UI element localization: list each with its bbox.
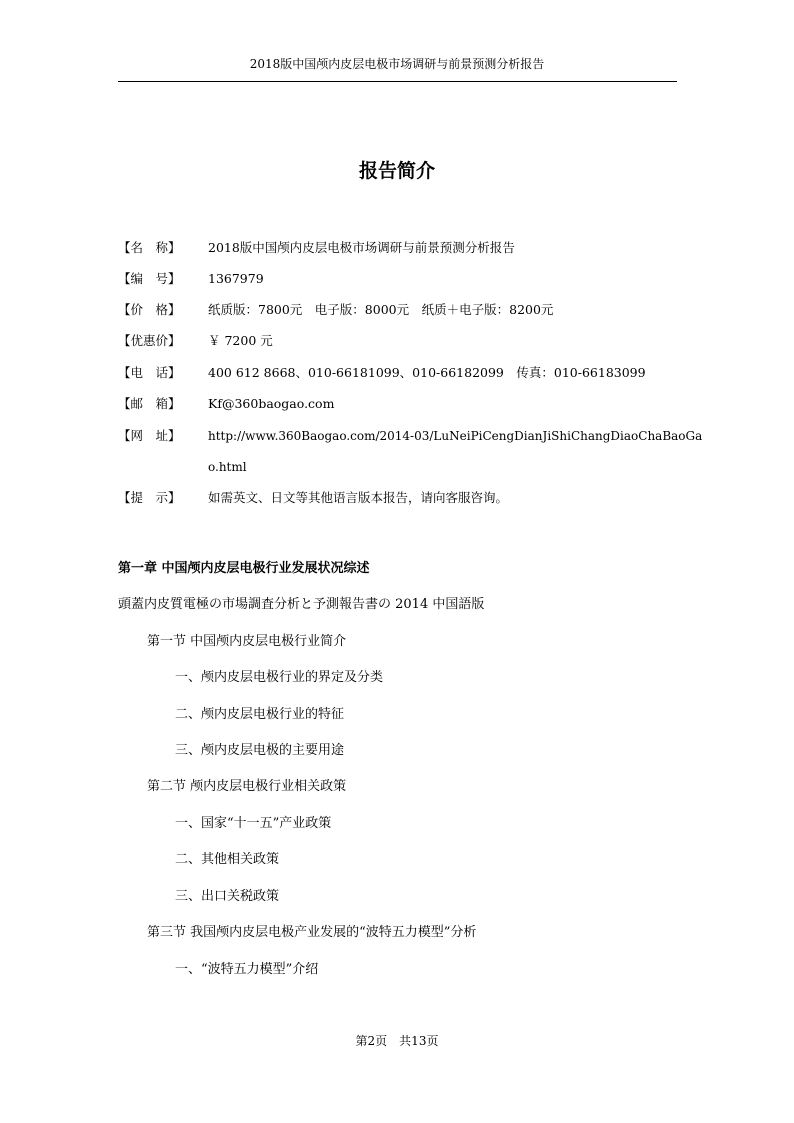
- info-value: 1367979: [208, 271, 264, 286]
- info-value: 2018版中国颅内皮层电极市场调研与前景预测分析报告: [208, 240, 515, 255]
- header-divider: [118, 81, 677, 82]
- info-label: 【邮 箱】: [118, 396, 181, 411]
- toc-subsection: 一、国家“十一五”产业政策: [175, 816, 332, 831]
- url-link[interactable]: http://www.360Baogao.com/2014-03/LuNeiPiCengDianJiShiChangDiaoChaBaoGa: [208, 429, 703, 443]
- toc-subsection: 二、其他相关政策: [175, 852, 280, 867]
- toc-subsection: 一、颅内皮层电极行业的界定及分类: [175, 670, 384, 685]
- running-header: 2018版中国颅内皮层电极市场调研与前景预测分析报告: [249, 57, 545, 71]
- info-label: 【名 称】: [118, 240, 181, 255]
- info-value: ￥ 7200 元: [208, 333, 273, 348]
- toc-section: 第一节 中国颅内皮层电极行业简介: [147, 634, 347, 649]
- toc-subsection: 一、“波特五力模型”介绍: [175, 962, 319, 977]
- url-link-continued[interactable]: o.html: [208, 460, 247, 474]
- info-label: 【价 格】: [118, 302, 181, 317]
- info-label: 【网 址】: [118, 428, 181, 443]
- toc-subsection: 二、颅内皮层电极行业的特征: [175, 707, 345, 722]
- chapter-heading: 第一章 中国颅内皮层电极行业发展状况综述: [118, 561, 370, 576]
- info-label: 【编 号】: [118, 271, 181, 286]
- email-link[interactable]: Kf@360baogao.com: [208, 396, 335, 411]
- japanese-title: 頭蓋内皮質電極の市場調査分析と予測報告書の 2014 中国語版: [118, 597, 485, 612]
- report-heading: 报告简介: [358, 160, 435, 182]
- info-value: 纸质版：7800元 电子版：8000元 纸质＋电子版：8200元: [208, 302, 554, 317]
- page-number: 第2页 共13页: [355, 1034, 439, 1048]
- info-label: 【电 话】: [118, 365, 181, 380]
- info-label: 【提 示】: [118, 490, 181, 505]
- toc-section: 第三节 我国颅内皮层电极产业发展的“波特五力模型”分析: [147, 925, 477, 940]
- info-value: 400 612 8668、010-66181099、010-66182099 传真：010-66183099: [208, 365, 646, 380]
- toc-subsection: 三、颅内皮层电极的主要用途: [175, 743, 345, 758]
- info-label: 【优惠价】: [118, 333, 181, 348]
- info-value: 如需英文、日文等其他语言版本报告，请向客服咨询。: [208, 490, 509, 505]
- toc-subsection: 三、出口关税政策: [175, 889, 280, 904]
- toc-section: 第二节 颅内皮层电极行业相关政策: [147, 779, 347, 794]
